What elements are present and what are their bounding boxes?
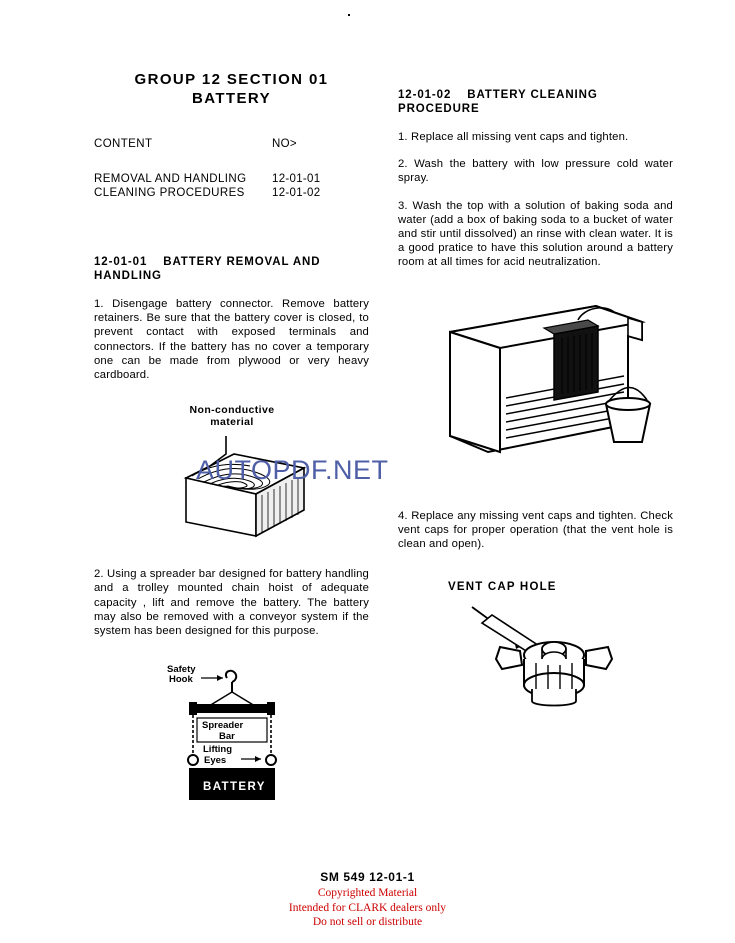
section-heading-cleaning	[398, 88, 673, 116]
content-row-label: CLEANING PROCEDURES	[94, 187, 245, 199]
lifting-eyes-label-line2: Eyes	[204, 755, 227, 767]
figure-label-line1: Non-conductive	[189, 404, 275, 417]
table-row	[94, 173, 369, 186]
right-column	[398, 88, 673, 751]
content-table-body	[94, 173, 369, 200]
safety-hook-label-line1: Safety	[167, 664, 196, 676]
watermark: AUTOPDF.NET	[196, 455, 389, 485]
paragraph-cleaning-1: 1. Replace all missing vent caps and tighten.	[398, 131, 629, 143]
non-conductive-block-illustration	[164, 432, 344, 552]
figure-spreader-bar	[94, 660, 369, 820]
lifting-eyes-label-line1: Lifting	[203, 744, 233, 756]
content-table	[94, 138, 369, 200]
page-top-dot	[348, 14, 350, 16]
content-row-number: 12-01-01	[272, 173, 321, 185]
section-title-line2: PROCEDURE	[398, 103, 480, 115]
copyright-line2: Intended for CLARK dealers only	[288, 901, 447, 914]
section-heading-removal	[94, 255, 369, 283]
spreader-bar-label-line1: Spreader	[202, 720, 244, 732]
spreader-bar-illustration	[149, 660, 339, 830]
page-footer	[0, 870, 735, 930]
content-header-label: CONTENT	[94, 138, 153, 150]
paragraph-cleaning-4: 4. Replace any missing vent caps and tighten. Check vent caps for proper operation (that the vent hole is clean and open).	[398, 509, 673, 551]
figure-label	[172, 404, 292, 428]
content-row-number: 12-01-02	[272, 187, 321, 199]
paragraph-removal-1: 1. Disengage battery connector. Remove battery retainers. Be sure that the battery cover is closed, to prevent contact with exposed terminals and connectors. If the battery has no cover a temporary one can be made from plywood or very heavy cardboard.	[94, 298, 369, 382]
figure-vent-cap-hole	[398, 581, 673, 751]
footer-copyright	[0, 886, 735, 930]
battery-label: BATTERY	[203, 781, 266, 794]
page-title	[94, 70, 369, 108]
paragraph-cleaning-2: 2. Wash the battery with low pressure cold water spray.	[398, 158, 673, 185]
group-title-line1: GROUP 12 SECTION 01	[134, 71, 329, 88]
content-row-label: REMOVAL AND HANDLING	[94, 173, 247, 185]
paragraph-removal-2: 2. Using a spreader bar designed for battery handling and a trolley mounted chain hoist of adequate capacity , lift and remove the battery. The battery may also be removed with a conveyor system if the system has been designed for this purpose.	[94, 568, 369, 638]
section-number: 12-01-01	[94, 256, 148, 268]
content-table-header	[94, 138, 369, 151]
copyright-line1: Copyrighted Material	[317, 887, 418, 899]
paragraph-cleaning-3: 3. Wash the top with a solution of baking soda and water (add a box of baking soda to a bucket of water and stir until dissolved) an rinse with clean water. It is a good pratice to have this solution around a battery room at all times for acid neutralization.	[398, 199, 673, 269]
section-title-line1: BATTERY REMOVAL AND	[163, 256, 321, 268]
vent-cap-hole-label: VENT CAP HOLE	[448, 581, 557, 594]
safety-hook-label-line2: Hook	[169, 674, 193, 686]
copyright-line3: Do not sell or distribute	[312, 916, 423, 928]
figure-battery-wash-box	[398, 296, 673, 496]
left-column	[94, 70, 369, 820]
figure-label-line2: material	[210, 416, 254, 429]
section-title-line1: BATTERY CLEANING	[467, 89, 598, 101]
battery-box-illustration	[428, 296, 658, 486]
section-title-line2: HANDLING	[94, 270, 162, 282]
spreader-bar-label-line2: Bar	[219, 731, 235, 743]
table-row	[94, 187, 369, 200]
vent-cap-illustration	[458, 601, 648, 731]
section-number: 12-01-02	[398, 89, 452, 101]
footer-page-ref: SM 549 12-01-1	[320, 870, 415, 884]
content-header-number: NO>	[272, 138, 297, 150]
group-title-line2: BATTERY	[192, 90, 271, 107]
